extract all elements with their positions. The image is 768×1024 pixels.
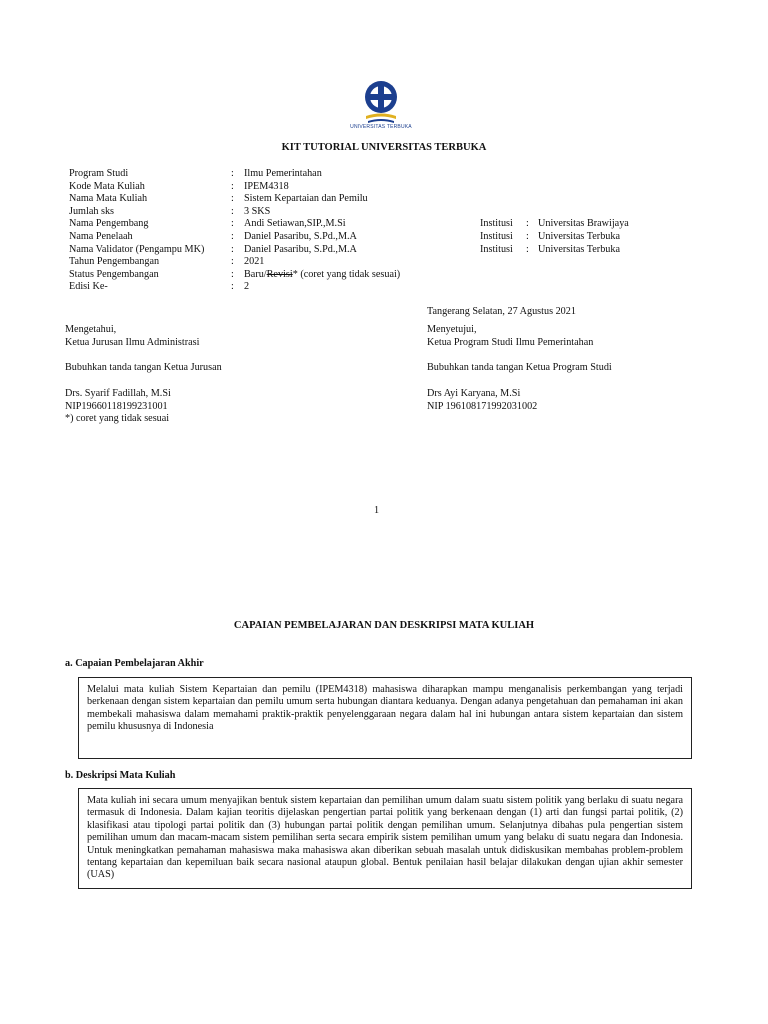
capaian-box: Melalui mata kuliah Sistem Kepartaian dan pemilu (IPEM4318) mahasiswa diharapkan mampu menganalisis perkembangan yang terjadi berkenaan dengan sistem kepartaian dan pemilu umum serta hubungan diantara keduanya. Dengan adanya pengetahuan dan pemahaman ini akan membekali mahasiswa dalam memahami praktik-praktik penyelenggaraan negara dalam hal ini hubungan antara sistem kepartaian dan sistem pemilu khususnya di Indonesia bbox=[78, 677, 692, 759]
right-sign-role: Ketua Program Studi Ilmu Pemerintahan bbox=[427, 336, 594, 348]
page-number: 1 bbox=[374, 505, 380, 516]
right-sign-placeholder: Bubuhkan tanda tangan Ketua Program Studi bbox=[427, 362, 612, 373]
footnote: *) coret yang tidak sesuai bbox=[65, 413, 170, 425]
right-sign-name: Drs Ayi Karyana, M.Si bbox=[427, 388, 521, 399]
deskripsi-box: Mata kuliah ini secara umum menyajikan bentuk sistem kepartaian dan pemilihan umum dalam suatu sistem politik yang berlaku di suatu negara termasuk di Indonesia. Dalam kajian teoritis dijelaskan pengertian partai politik yang berkenaan dengan (1) arti dan fungsi partai politik, (2) klasifikasi atau tipologi partai politik dan (3) hubungan partai politik dengan pemilihan umum. Selanjutnya dibahas pula pengertian sistem pemilihan umum dan macam-macam sistem pemilihan serta secara empirik sistem pemilihan umum yang belaku di suatu negara dan Indonesia. Untuk meningkatkan pemahaman mahasiswa maka mahasiswa akan diberikan sebuah masalah untuk didiskusikan membahas problem-problem tentang kepartaian dan kepemiluan baik secara nasional ataupun global. Bentuk penilaian hasil belajar dilakukan dengan ujian akhir semester (UAS) bbox=[78, 788, 692, 889]
institution-pengembang: Institusi : Universitas Brawijaya bbox=[480, 218, 629, 230]
struck-text: Revisi bbox=[266, 268, 293, 280]
right-sign-nip: NIP 196108171992031002 bbox=[427, 400, 538, 412]
left-sign-intro: Mengetahui, bbox=[65, 324, 117, 335]
logo-caption: UNIVERSITAS TERBUKA bbox=[350, 124, 412, 130]
heading-capaian: a. Capaian Pembelajaran Akhir bbox=[65, 658, 204, 669]
institution-penelaah: Institusi : Universitas Terbuka bbox=[480, 231, 620, 242]
institution-validator: Institusi : Universitas Terbuka bbox=[480, 243, 620, 255]
university-logo bbox=[358, 78, 404, 128]
heading-deskripsi: b. Deskripsi Mata Kuliah bbox=[65, 770, 176, 781]
document-title: KIT TUTORIAL UNIVERSITAS TERBUKA bbox=[281, 142, 487, 153]
left-sign-nip: NIP19660118199231001 bbox=[65, 400, 168, 412]
left-sign-name: Drs. Syarif Fadillah, M.Si bbox=[65, 388, 171, 399]
section-title: CAPAIAN PEMBELAJARAN DAN DESKRIPSI MATA KULIAH bbox=[233, 620, 535, 631]
place-date: Tangerang Selatan, 27 Agustus 2021 bbox=[427, 306, 576, 317]
left-sign-placeholder: Bubuhkan tanda tangan Ketua Jurusan bbox=[65, 362, 222, 373]
left-sign-role: Ketua Jurusan Ilmu Administrasi bbox=[65, 336, 200, 348]
right-sign-intro: Menyetujui, bbox=[427, 324, 477, 335]
